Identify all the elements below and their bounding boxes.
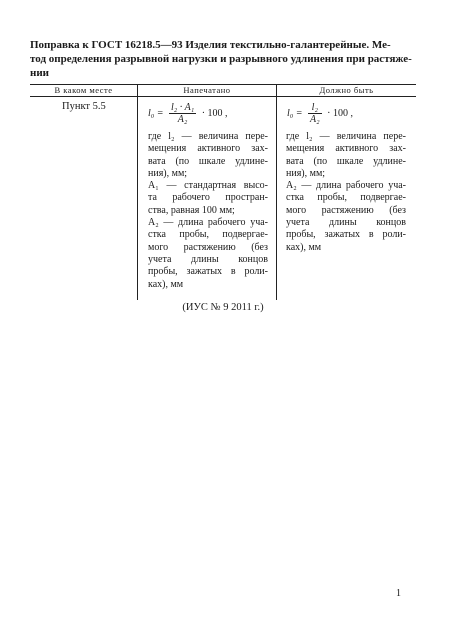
printed-line: ках), мм [148,278,184,290]
printed-line: ства, равная 100 мм; [148,204,235,216]
printed-formula-denominator: A₂ [169,113,196,125]
column-divider-2 [276,84,277,300]
printed-line: A₂ — длина рабочего уча- [148,217,268,229]
source-reference: (ИУС № 9 2011 г.) [182,302,264,313]
corrected-line: мещения активного зах- [286,143,406,155]
printed-line: учета длины концов [148,253,268,265]
printed-formula-numerator: l₂ · A₁ [171,102,195,113]
printed-formula-lhs: l₀ = [148,108,164,119]
printed-line: где l₂ — величина пере- [148,131,268,142]
printed-formula-rest: · 100 , [201,108,228,119]
corrected-line: стка пробы, подвергае- [286,192,406,204]
corrected-line: пробы, зажатых в роли- [286,229,406,241]
corrected-formula-numerator: l₂ [311,102,318,113]
row-place: Пункт 5.5 [62,101,106,112]
printed-line: мещения активного зах- [148,143,268,155]
corrected-formula [287,102,353,125]
corrected-formula-denominator: A₂ [310,114,320,125]
corrected-formula-rest: · 100 , [327,108,353,119]
corrected-line: вата (по шкале удлине- [286,155,406,167]
corrected-line: мого растяжению (без [286,204,406,216]
corrected-line: ния), мм; [286,167,326,179]
header-place: В каком месте [54,85,113,95]
column-divider-1 [137,84,138,300]
printed-line: та рабочего простран- [148,192,268,204]
corrected-line: ках), мм [286,241,322,253]
corrected-line: A₂ — длина рабочего уча- [286,180,406,192]
title-line-1: Поправка к ГОСТ 16218.5—93 Изделия текстильно-галантерейные. Ме- [30,39,391,51]
printed-line: стка пробы, подвергае- [148,229,268,241]
title-line-2: тод определения разрывной нагрузки и разрывного удлинения при растяже- [30,53,412,65]
page-number: 1 [396,588,401,599]
printed-line: ния), мм; [148,167,188,179]
corrected-line: учета длины концов [286,217,406,229]
printed-line: мого растяжению (без [148,241,268,253]
corrected-description [286,131,406,254]
printed-formula-fraction [169,102,196,125]
printed-line: вата (по шкале удлине- [148,155,268,167]
printed-line: пробы, зажатых в роли- [148,266,268,278]
printed-description [148,131,268,291]
printed-line: A₁ — стандартная высо- [148,180,268,192]
printed-formula [148,102,228,125]
corrected-formula-lhs: l₀ = [287,108,303,119]
header-should-be: Должно быть [319,85,374,95]
document-title [30,38,415,80]
header-printed: Напечатано [183,85,231,95]
title-line-3: нии [30,67,50,79]
table-header-rule [30,96,416,97]
corrected-formula-fraction [308,102,322,125]
corrected-line: где l₂ — величина пере- [286,131,406,142]
